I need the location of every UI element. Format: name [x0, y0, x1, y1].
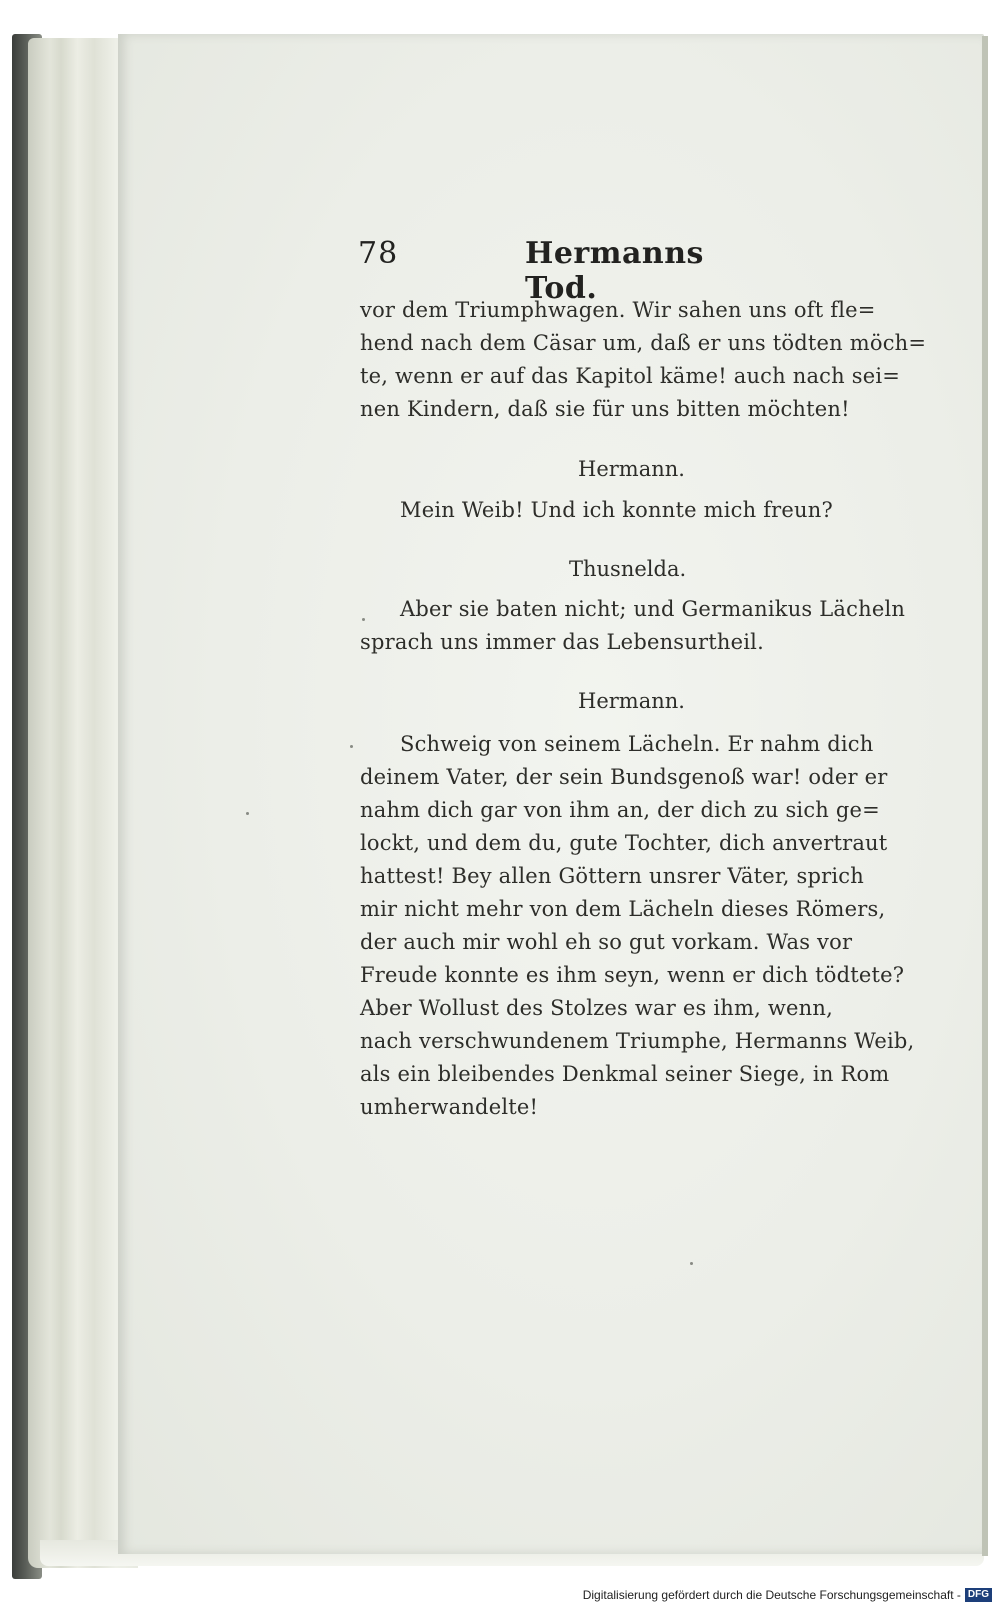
- paper-speck: [362, 618, 365, 621]
- text-line: nach verschwundenem Triumphe, Hermanns Weib,: [360, 1029, 915, 1053]
- text-line: Aber Wollust des Stolzes war es ihm, wenn,: [360, 996, 833, 1020]
- text-line: nen Kindern, daß sie für uns bitten möchten!: [360, 397, 850, 421]
- text-line: vor dem Triumphwagen. Wir sahen uns oft fle=: [360, 298, 876, 322]
- text-line: lockt, und dem du, gute Tochter, dich anvertraut: [360, 831, 888, 855]
- text-line: te, wenn er auf das Kapitol käme! auch nach sei=: [360, 364, 901, 388]
- text-line: mir nicht mehr von dem Lächeln dieses Römers,: [360, 897, 886, 921]
- text-line: der auch mir wohl eh so gut vorkam. Was vor: [360, 930, 853, 954]
- speaker-name: Thusnelda.: [569, 557, 687, 581]
- text-line: Mein Weib! Und ich konnte mich freun?: [400, 498, 833, 522]
- text-line: nahm dich gar von ihm an, der dich zu sich ge=: [360, 798, 880, 822]
- speaker-name: Hermann.: [578, 457, 685, 481]
- text-line: Schweig von seinem Lächeln. Er nahm dich: [400, 732, 874, 756]
- text-line: hattest! Bey allen Göttern unsrer Väter, sprich: [360, 864, 864, 888]
- text-line: deinem Vater, der sein Bundsgenoß war! oder er: [360, 765, 888, 789]
- text-line: hend nach dem Cäsar um, daß er uns tödten möch=: [360, 331, 927, 355]
- digitization-credit: [583, 1586, 992, 1604]
- text-line: Freude konnte es ihm seyn, wenn er dich tödtete?: [360, 963, 905, 987]
- page-right-edge: [982, 36, 988, 1556]
- dfg-logo: DFG: [965, 1588, 992, 1602]
- text-line: umherwandelte!: [360, 1095, 539, 1119]
- credit-text: Digitalisierung gefördert durch die Deutsche Forschungsgemeinschaft -: [582, 1588, 961, 1602]
- text-line: Aber sie baten nicht; und Germanikus Lächeln: [400, 597, 906, 621]
- speaker-name: Hermann.: [578, 689, 685, 713]
- text-line: sprach uns immer das Lebensurtheil.: [360, 630, 764, 654]
- running-title: Hermanns Tod.: [525, 236, 704, 306]
- paper-speck: [350, 745, 353, 748]
- text-line: als ein bleibendes Denkmal seiner Siege, in Rom: [360, 1062, 890, 1086]
- paper-speck: [246, 812, 249, 815]
- page-number: 78: [358, 236, 399, 271]
- paper-speck: [690, 1262, 693, 1265]
- running-head: [240, 236, 750, 306]
